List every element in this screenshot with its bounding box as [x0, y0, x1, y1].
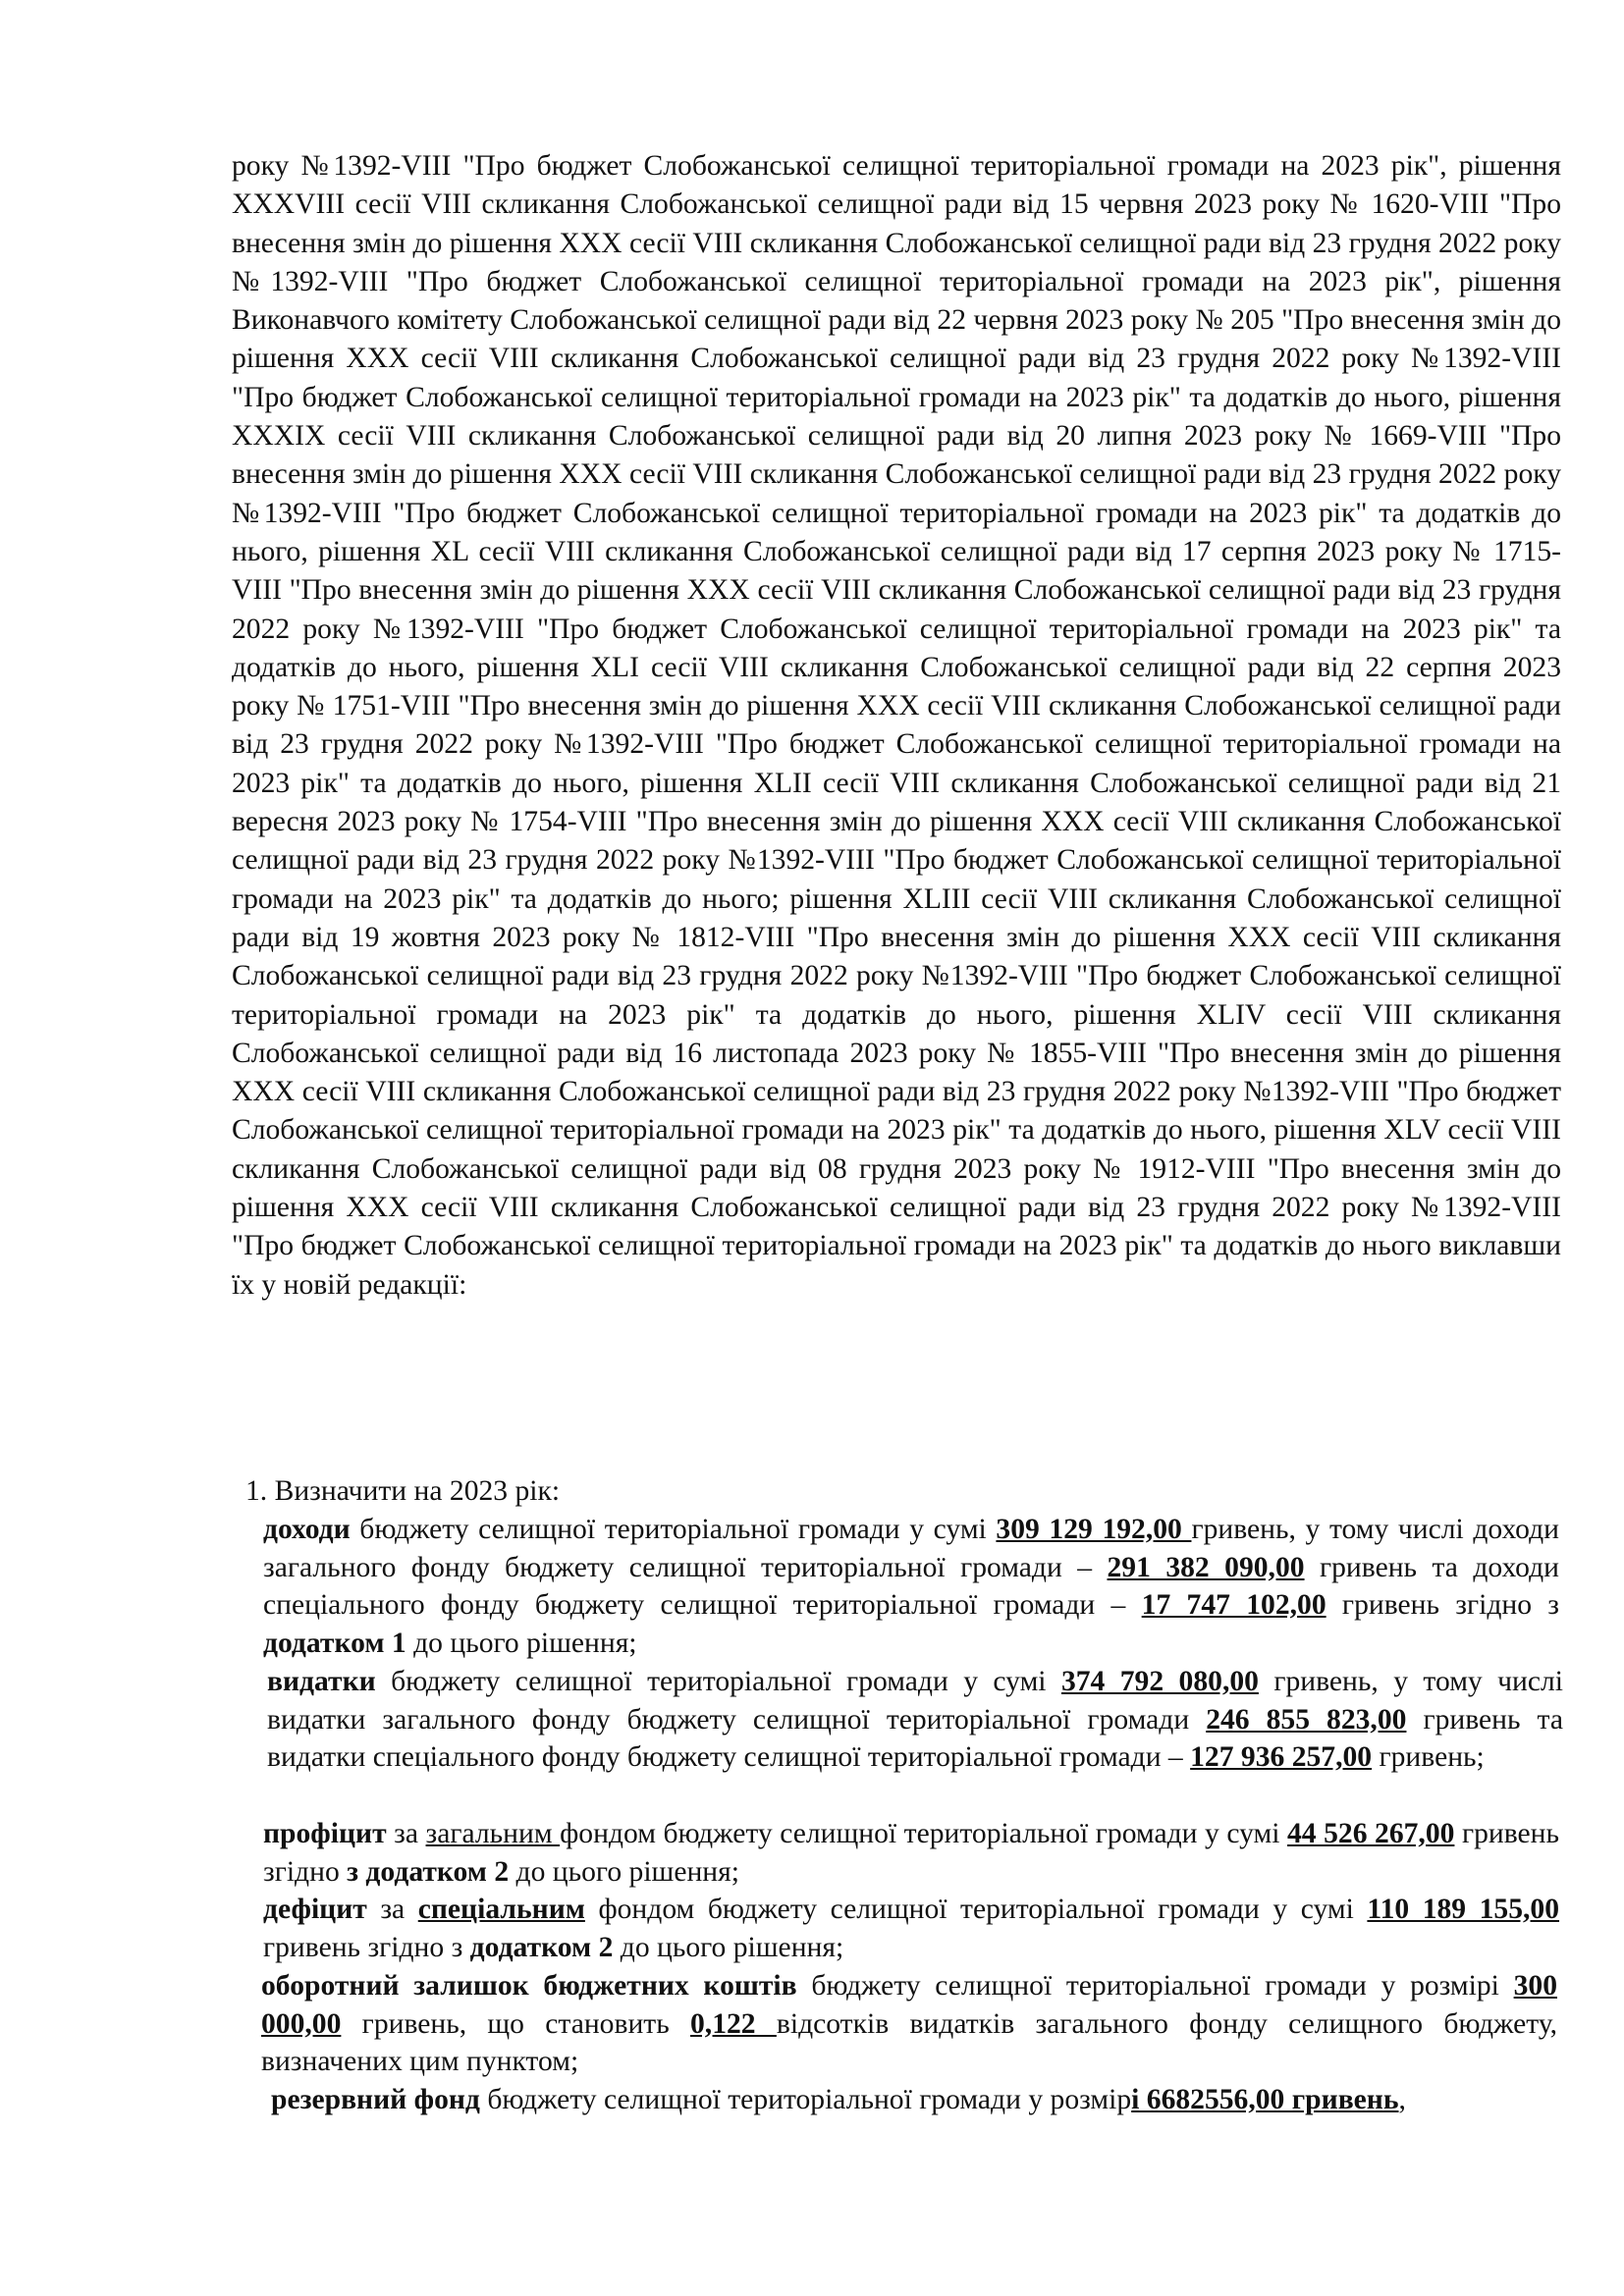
deficit-text-2: фондом бюджету селищної територіальної громади у сумі: [584, 1894, 1368, 1925]
deficit-label: дефіцит: [263, 1894, 367, 1925]
income-text-4: гривень згідно з: [1326, 1589, 1559, 1622]
expenses-general: 246 855 823,00: [1206, 1703, 1407, 1735]
expenses-text-1: бюджету селищної територіальної громади у сумі: [375, 1666, 1061, 1697]
income-label: доходи: [263, 1514, 351, 1545]
income-special: 17 747 102,00: [1141, 1589, 1326, 1622]
expenses-text-3: гривень та видатки спеціального фонду бюджету селищної територіальної громади –: [267, 1703, 1563, 1774]
reserve-text-1: бюджету селищної територіальної громади у розмір: [479, 2084, 1132, 2115]
surplus-amount: 44 526 267,00: [1286, 1818, 1455, 1849]
deficit-item: [263, 1891, 1559, 1966]
expenses-item: [267, 1663, 1563, 1777]
deficit-annex: додатком 2: [469, 1931, 614, 1963]
surplus-text-1: за: [386, 1818, 426, 1849]
intro-paragraph: року №1392-VIII "Про бюджет Слобожанської селищної територіальної громади на 2023 рік", рішення XXXVIII сесії VIII скликання Слобожанської селищної ради від 15 червня 2023 року № 1620-VIII "Про внесення змін до рішення XXX сесії VIII скликання Слобожанської селищної ради від 23 грудня 2022 року №1392-VIII "Про бюджет Слобожанської селищної територіальної громади на 2023 рік", рішення Виконавчого комітету Слобожанської селищної ради від 22 червня 2023 року № 205 "Про внесення змін до рішення XXX сесії VIII скликання Слобожанської селищної ради від 23 грудня 2022 року №1392-VIII "Про бюджет Слобожанської селищної територіальної громади на 2023 рік" та додатків до нього, рішення XXXIX сесії VIII скликання Слобожанської селищної ради від 20 липня 2023 року № 1669-VIII "Про внесення змін до рішення XXX сесії VIII скликання Слобожанської селищної ради від 23 грудня 2022 року №1392-VIII "Про бюджет Слобожанської селищної територіальної громади на 2023 рік" та додатків до нього, рішення XL сесії VIII скликання Слобожанської селищної ради від 17 серпня 2023 року № 1715-VIII "Про внесення змін до рішення XXX сесії VIII скликання Слобожанської селищної ради від 23 грудня 2022 року №1392-VIII "Про бюджет Слобожанської селищної територіальної громади на 2023 рік" та додатків до нього, рішення XLI сесії VIII скликання Слобожанської селищної ради від 22 серпня 2023 року № 1751-VIII "Про внесення змін до рішення XXX сесії VIII скликання Слобожанської селищної ради від 23 грудня 2022 року №1392-VIII "Про бюджет Слобожанської селищної територіальної громади на 2023 рік" та додатків до нього, рішення XLII сесії VIII скликання Слобожанської селищної ради від 21 вересня 2023 року № 1754-VIII "Про внесення змін до рішення XXX сесії VIII скликання Слобожанської селищної ради від 23 грудня 2022 року №1392-VIII "Про бюджет Слобожанської селищної територіальної громади на 2023 рік" та додатків до нього; рішення XLIII сесії VIII скликання Слобожанської селищної ради від 19 жовтня 2023 року № 1812-VIII "Про внесення змін до рішення XXX сесії VIII скликання Слобожанської селищної ради від 23 грудня 2022 року №1392-VIII "Про бюджет Слобожанської селищної територіальної громади на 2023 рік" та додатків до нього, рішення XLIV сесії VIII скликання Слобожанської селищної ради від 16 листопада 2023 року № 1855-VIII "Про внесення змін до рішення XXX сесії VIII скликання Слобожанської селищної ради від 23 грудня 2022 року №1392-VIII "Про бюджет Слобожанської селищної територіальної громади на 2023 рік" та додатків до нього, рішення XLV сесії VIII скликання Слобожанської селищної ради від 08 грудня 2023 року № 1912-VIII "Про внесення змін до рішення XXX сесії VIII скликання Слобожанської селищної ради від 23 грудня 2022 року №1392-VIII "Про бюджет Слобожанської селищної територіальної громади на 2023 рік" та додатків до нього виклавши їх у новій редакції:: [232, 150, 1561, 1301]
working-balance-item: [261, 1967, 1557, 2081]
expenses-label: видатки: [267, 1666, 376, 1697]
expenses-total: 374 792 080,00: [1060, 1666, 1259, 1697]
income-text-1: бюджету селищної територіальної громади у сумі: [350, 1514, 997, 1545]
deficit-text-1: за: [366, 1894, 418, 1925]
deficit-amount: 110 189 155,00: [1367, 1894, 1560, 1925]
reserve-amount: і 6682556,00 гривень: [1131, 2084, 1399, 2115]
deficit-text-4: до цього рішення;: [613, 1931, 844, 1963]
surplus-text-2: фондом бюджету селищної територіальної громади у сумі: [560, 1818, 1287, 1849]
reserve-item: [271, 2081, 1567, 2119]
deficit-fund: спеціальним: [417, 1894, 585, 1925]
deficit-text-3: гривень згідно з: [263, 1931, 470, 1963]
surplus-item: [263, 1815, 1559, 1891]
income-annex: додатком 1: [263, 1627, 406, 1659]
expenses-text-2: гривень, у тому числі видатки загального фонду бюджету селищної територіальної громади: [267, 1666, 1563, 1735]
working-balance-text-3: відсотків видатків загального фонду селищного бюджету, визначених цим пунктом;: [261, 2007, 1558, 2078]
income-item: [263, 1511, 1559, 1662]
working-balance-label: оборотний залишок бюджетних коштів: [261, 1970, 797, 2002]
reserve-text-2: ,: [1398, 2084, 1406, 2115]
expenses-text-4: гривень;: [1372, 1741, 1485, 1774]
working-balance-amount: 300 000,00: [261, 1970, 1557, 2040]
list-heading: 1. Визначити на 2023 рік:: [245, 1475, 561, 1507]
expenses-special: 127 936 257,00: [1190, 1741, 1373, 1774]
income-text-2: гривень, у тому числі доходи загального фонду бюджету селищної територіальної громади –: [263, 1514, 1559, 1583]
working-balance-text-2: гривень, що становить: [341, 2007, 690, 2040]
surplus-text-4: до цього рішення;: [509, 1855, 739, 1888]
surplus-fund: загальним: [425, 1818, 561, 1849]
income-text-3: гривень та доходи спеціального фонду бюджету селищної територіальної громади –: [263, 1551, 1559, 1622]
working-balance-text-1: бюджету селищної територіальної громади у розмірі: [796, 1970, 1514, 2002]
working-balance-percent: 0,122: [690, 2007, 777, 2040]
surplus-annex: з додатком 2: [347, 1855, 510, 1888]
reserve-label: резервний фонд: [271, 2084, 480, 2115]
surplus-text-3: гривень згідно: [263, 1818, 1559, 1888]
income-general: 291 382 090,00: [1107, 1551, 1305, 1583]
income-text-5: до цього рішення;: [406, 1627, 637, 1659]
surplus-label: профіцит: [263, 1818, 387, 1849]
income-total: 309 129 192,00: [996, 1514, 1192, 1545]
